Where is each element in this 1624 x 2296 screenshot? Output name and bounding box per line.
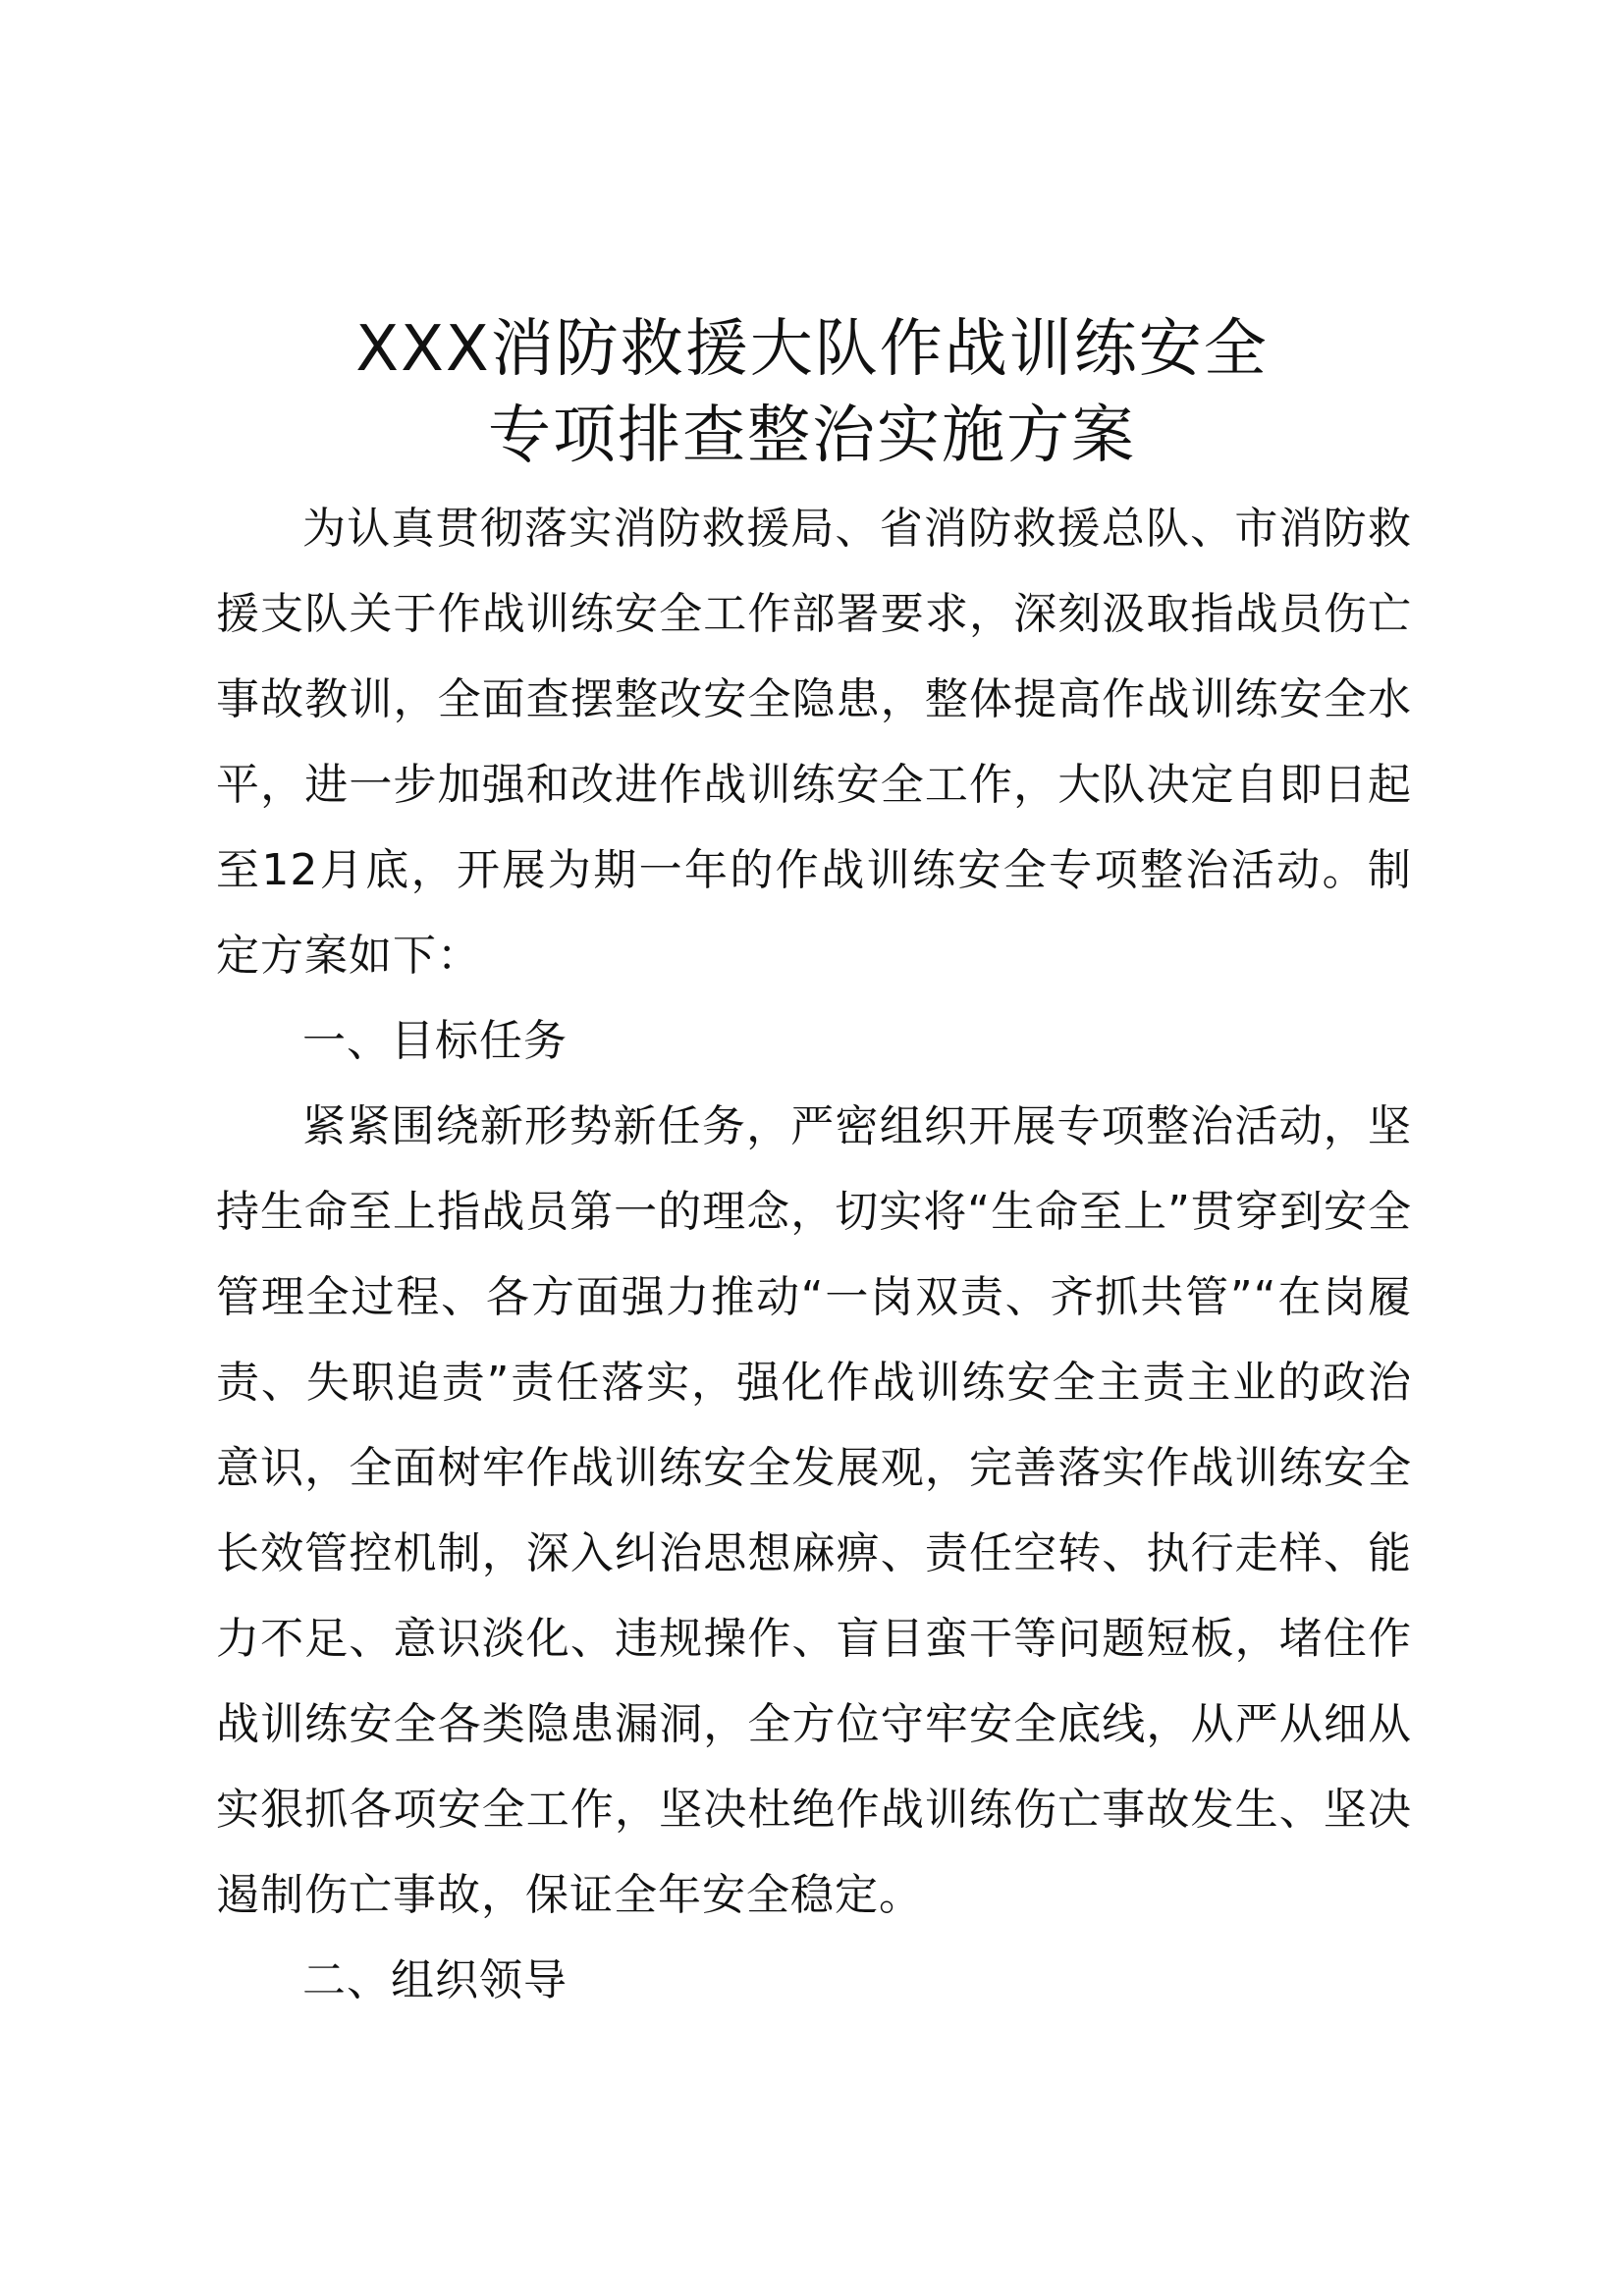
section-heading-objectives: 一、目标任务 xyxy=(302,1016,568,1066)
section-heading-organization: 二、组织领导 xyxy=(302,1955,568,2005)
document-title-line-1: XXX消防救援大队作战训练安全 xyxy=(355,313,1269,386)
document-title-line-2: 专项排查整治实施方案 xyxy=(488,400,1136,472)
objectives-paragraph: 紧紧围绕新形势新任务，严密组织开展专项整治活动，坚持生命至上指战员第一的理念，切实将“生命至上”贯穿到安全管理全过程、各方面强力推动“一岗双责、齐抓共管”“在岗履责、失职追责”责任落实，强化作战训练安全主责主业的政治意识，全面树牢作战训练安全发展观，完善落实作战训练安全长效管控机制，深入纠治思想麻痹、责任空转、执行走样、能力不足、意识淡化、违规操作、盲目蛮干等问题短板，堵住作战训练安全各类隐患漏洞，全方位守牢安全底线，从严从细从实狠抓各项安全工作，坚决杜绝作战训练伤亡事故发生、坚决遏制伤亡事故，保证全年安全稳定。 xyxy=(216,1101,1412,1920)
intro-paragraph: 为认真贯彻落实消防救援局、省消防救援总队、市消防救援支队关于作战训练安全工作部署要求，深刻汲取指战员伤亡事故教训，全面查摆整改安全隐患，整体提高作战训练安全水平，进一步加强和改进作战训练安全工作，大队决定自即日起至12月底，开展为期一年的作战训练安全专项整治活动。制定方案如下： xyxy=(216,504,1412,981)
document-body xyxy=(216,486,1412,2023)
